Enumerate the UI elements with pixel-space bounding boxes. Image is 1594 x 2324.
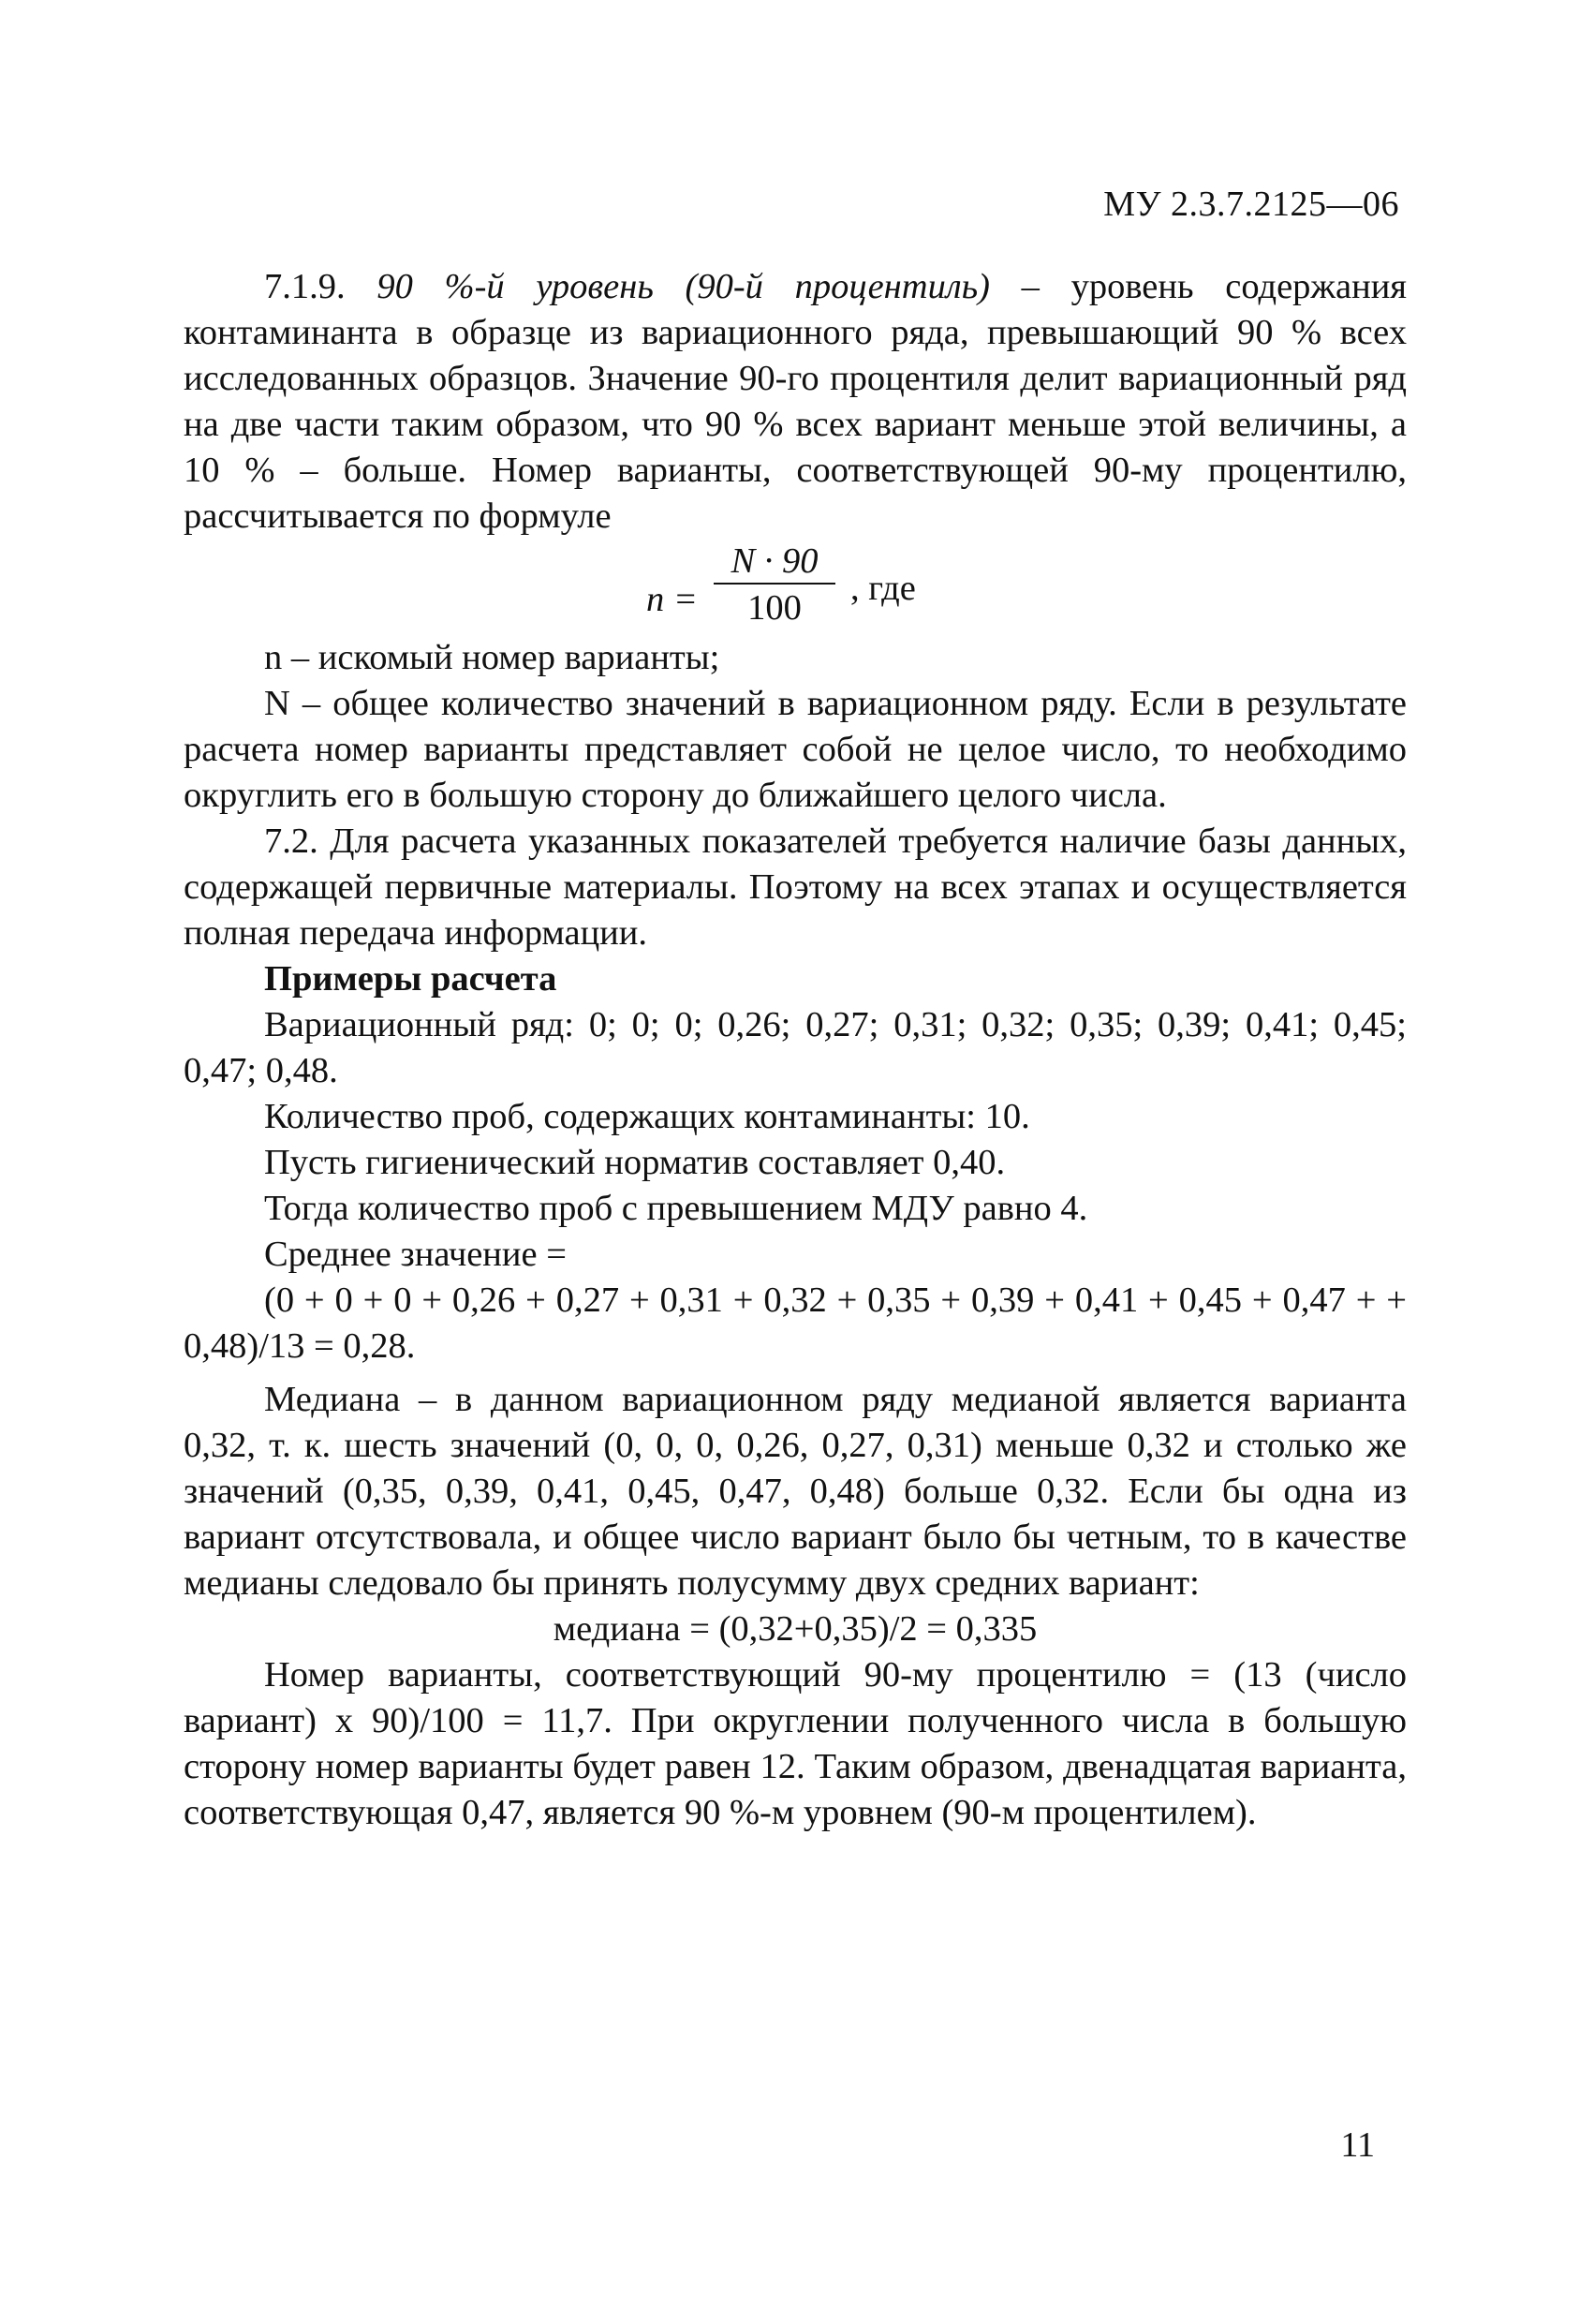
term-definition-italic: 90 %-й уровень (90-й процентиль)	[376, 267, 990, 306]
formula-numerator: N · 90	[714, 540, 835, 585]
section-7-2-paragraph: 7.2. Для расчета указанных показателей требуется наличие базы данных, содержащей первичные материалы. Поэтому на всех этапах и осуществляется полная передача информации.	[184, 822, 1407, 953]
definition-N: N – общее количество значений в вариационном ряду. Если в результате расчета номер варианты представляет собой не целое число, то необходимо округлить его в большую сторону до ближайшего целого числа.	[184, 684, 1407, 815]
median-formula: медиана = (0,32+0,35)/2 = 0,335	[553, 1609, 1038, 1649]
section-7-1-9-text: – уровень содержания контаминанта в образце из вариационного ряда, превышающий 90 % всех исследованных образцов. Значение 90-го процентиля делит вариационный ряд на две части таким образом, что 90 % всех вариант меньше этой величины, а 10 % – больше. Номер варианты, соответствующей 90-му процентилю, рассчитывается по формуле	[184, 267, 1408, 536]
mean-label: Среднее значение =	[264, 1235, 567, 1274]
hygienic-norm: Пусть гигиенический норматив составляет 0,40.	[264, 1143, 1006, 1182]
definition-n: n – искомый номер варианты;	[264, 638, 720, 677]
document-code-header: МУ 2.3.7.2125—06	[1103, 185, 1399, 224]
section-number: 7.1.9.	[264, 267, 346, 306]
exceedance-count: Тогда количество проб с превышением МДУ равно 4.	[264, 1189, 1088, 1228]
examples-heading: Примеры расчета	[264, 959, 557, 999]
variation-series: Вариационный ряд: 0; 0; 0; 0,26; 0,27; 0,31; 0,32; 0,35; 0,39; 0,41; 0,45; 0,47; 0,48.	[184, 1005, 1407, 1090]
median-paragraph: Медиана – в данном вариационном ряду медианой является варианта 0,32, т. к. шесть значений (0, 0, 0, 0,26, 0,27, 0,31) меньше 0,32 и столько же значений (0,35, 0,39, 0,41, 0,45, 0,47, 0,48) больше 0,32. Если бы одна из вариант отсутствовала, и общее число вариант было бы четным, то в качестве медианы следовало бы принять полусумму двух средних вариант:	[184, 1380, 1407, 1603]
formula-lhs: n =	[646, 580, 698, 619]
formula-where: , где	[850, 569, 916, 608]
percentile-paragraph: Номер варианты, соответствующий 90-му процентилю = (13 (число вариант) х 90)/100 = 11,7. При округлении полученного числа в большую сторону номер варианты будет равен 12. Таким образом, двенадцатая варианта, соответствующая 0,47, является 90 %-м уровнем (90-м процентилем).	[184, 1655, 1407, 1832]
percentile-formula	[184, 540, 1407, 635]
formula-fraction	[714, 540, 835, 631]
page-body	[184, 264, 1407, 1836]
page-number: 11	[1340, 2125, 1375, 2165]
formula-denominator: 100	[747, 588, 802, 628]
mean-formula: (0 + 0 + 0 + 0,26 + 0,27 + 0,31 + 0,32 + 0,35 + 0,39 + 0,41 + 0,45 + 0,47 + + 0,48)/13 = 0,28.	[184, 1280, 1407, 1366]
section-7-1-9-paragraph	[184, 264, 1407, 540]
sample-count: Количество проб, содержащих контаминанты: 10.	[264, 1097, 1030, 1136]
